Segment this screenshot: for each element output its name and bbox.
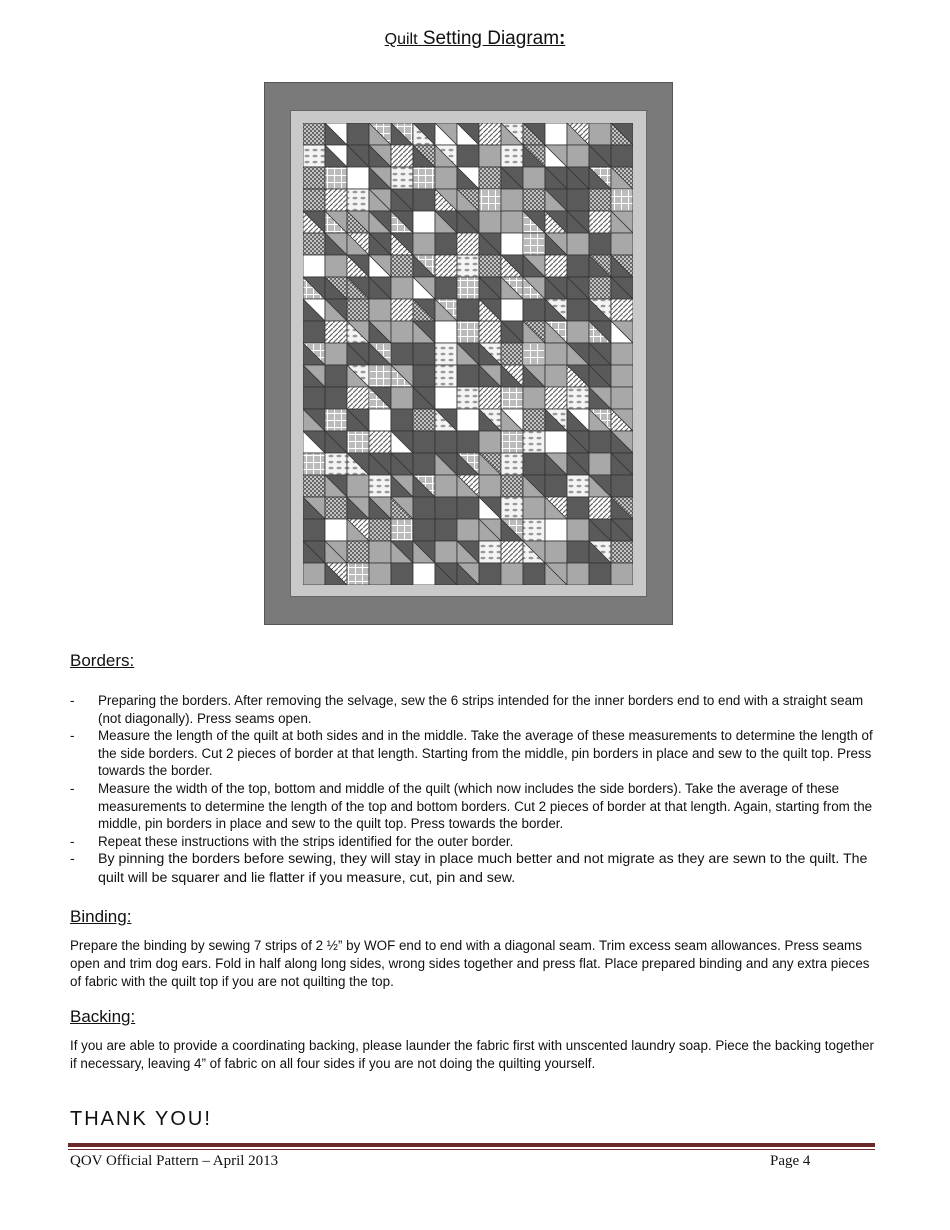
quilt-patch — [391, 343, 413, 365]
quilt-patch — [589, 123, 611, 145]
quilt-patch — [347, 387, 369, 409]
quilt-patch — [479, 189, 501, 211]
quilt-patch — [501, 189, 523, 211]
binding-heading: Binding: — [70, 907, 132, 926]
quilt-patch — [567, 519, 589, 541]
quilt-patch — [413, 189, 435, 211]
quilt-patch — [435, 255, 457, 277]
quilt-patch — [435, 167, 457, 189]
quilt-patch — [545, 343, 567, 365]
quilt-patch — [567, 497, 589, 519]
borders-item: - Repeat these instructions with the strips identified for the outer border. — [70, 833, 880, 851]
quilt-patch — [303, 145, 325, 167]
quilt-patch — [457, 145, 479, 167]
quilt-patch — [391, 255, 413, 277]
quilt-patch — [325, 453, 347, 475]
quilt-patch — [545, 365, 567, 387]
quilt-patch — [325, 167, 347, 189]
quilt-patch — [523, 431, 545, 453]
quilt-patch — [589, 277, 611, 299]
quilt-patch — [457, 255, 479, 277]
page-title — [0, 28, 950, 50]
quilt-patch — [303, 453, 325, 475]
quilt-patch — [325, 387, 347, 409]
quilt-patch — [611, 365, 633, 387]
quilt-patch — [435, 387, 457, 409]
quilt-patch — [413, 365, 435, 387]
quilt-patch — [523, 387, 545, 409]
quilt-patch — [611, 541, 633, 563]
borders-item: - Measure the width of the top, bottom and middle of the quilt (which now includes the side borders). Take the average of these measurements to determine the length of the top and bottom borders. Cut 2 pieces of border at that length. Again, starting from the middle, pin borders in place and sew to the quilt top. Press towards the border. — [70, 780, 880, 833]
quilt-patch — [523, 519, 545, 541]
quilt-patch — [435, 233, 457, 255]
quilt-patch — [435, 431, 457, 453]
quilt-patch — [303, 123, 325, 145]
quilt-patch — [303, 475, 325, 497]
quilt-patch — [567, 475, 589, 497]
quilt-patch — [303, 255, 325, 277]
quilt-patch — [347, 541, 369, 563]
quilt-patch — [501, 145, 523, 167]
quilt-patch — [611, 145, 633, 167]
quilt-patch — [501, 563, 523, 585]
quilt-patch — [325, 255, 347, 277]
quilt-patch — [567, 563, 589, 585]
quilt-patch — [589, 431, 611, 453]
quilt-patch — [545, 541, 567, 563]
quilt-patch — [523, 409, 545, 431]
title-main: Setting Diagram — [422, 28, 560, 49]
quilt-patch — [325, 519, 347, 541]
quilt-patch — [523, 299, 545, 321]
quilt-patch — [457, 365, 479, 387]
quilt-patch — [369, 365, 391, 387]
backing-heading: Backing: — [70, 1007, 136, 1026]
quilt-patch — [523, 343, 545, 365]
quilt-patch — [369, 475, 391, 497]
borders-item: - Preparing the borders. After removing the selvage, sew the 6 strips intended for the inner borders end to end with a straight seam (not diagonally). Press seams open. — [70, 692, 880, 727]
quilt-patch — [303, 321, 325, 343]
quilt-patch — [413, 167, 435, 189]
quilt-patch — [611, 233, 633, 255]
quilt-patch — [479, 255, 501, 277]
quilt-patch — [391, 563, 413, 585]
quilt-patch — [391, 167, 413, 189]
quilt-patch — [479, 211, 501, 233]
quilt-patch — [611, 299, 633, 321]
quilt-patch — [435, 475, 457, 497]
quilt-patch — [391, 299, 413, 321]
quilt-patch — [523, 233, 545, 255]
quilt-patch — [479, 321, 501, 343]
quilt-patch — [501, 431, 523, 453]
quilt-setting-diagram — [303, 123, 633, 585]
quilt-patch — [457, 299, 479, 321]
quilt-patch — [611, 189, 633, 211]
page-number: Page 4 — [770, 1153, 811, 1169]
quilt-patch — [457, 519, 479, 541]
quilt-patch — [501, 211, 523, 233]
quilt-patch — [369, 519, 391, 541]
quilt-patch — [479, 431, 501, 453]
quilt-patch — [413, 453, 435, 475]
quilt-patch — [457, 497, 479, 519]
quilt-patch — [589, 211, 611, 233]
backing-text: If you are able to provide a coordinating backing, please launder the fabric first with unscented laundry soap. Piece the backing together if necessary, leaving 4” of fabric on all four sides if you are not doing the quilting yourself. — [70, 1038, 874, 1071]
quilt-patch — [479, 563, 501, 585]
quilt-patch — [567, 189, 589, 211]
quilt-patch — [523, 563, 545, 585]
quilt-patch — [303, 189, 325, 211]
quilt-patch — [435, 519, 457, 541]
quilt-patch — [303, 167, 325, 189]
quilt-patch — [435, 321, 457, 343]
quilt-patch — [391, 519, 413, 541]
quilt-patch — [391, 145, 413, 167]
title-colon: : — [559, 28, 566, 49]
borders-item: - Measure the length of the quilt at both sides and in the middle. Take the average of these measurements to determine the length of the side borders. Cut 2 pieces of border at that length. Starting from the middle, pin borders in place and sew to the quilt top. Press towards the border. — [70, 727, 880, 780]
quilt-patch — [369, 431, 391, 453]
quilt-patch — [457, 409, 479, 431]
quilt-patch — [369, 409, 391, 431]
borders-heading: Borders: — [70, 651, 135, 670]
quilt-patch — [435, 365, 457, 387]
borders-item: - By pinning the borders before sewing, they will stay in place much better and not migrate as they are sewn to the quilt. The quilt will be squarer and lie flatter if you measure, cut, pin and sew. — [70, 850, 880, 887]
quilt-patch — [545, 255, 567, 277]
quilt-patch — [567, 145, 589, 167]
quilt-patch — [545, 475, 567, 497]
quilt-patch — [369, 299, 391, 321]
quilt-patch — [501, 453, 523, 475]
quilt-patch — [611, 563, 633, 585]
quilt-patch — [589, 563, 611, 585]
quilt-patch — [347, 299, 369, 321]
quilt-patch — [435, 343, 457, 365]
quilt-patch — [325, 189, 347, 211]
quilt-patch — [523, 497, 545, 519]
quilt-patch — [457, 233, 479, 255]
quilt-patch — [479, 123, 501, 145]
quilt-patch — [391, 409, 413, 431]
borders-list — [70, 692, 880, 887]
quilt-patch — [545, 387, 567, 409]
quilt-patch — [413, 519, 435, 541]
quilt-patch — [479, 541, 501, 563]
quilt-patch — [611, 387, 633, 409]
quilt-patch — [545, 431, 567, 453]
quilt-patch — [523, 453, 545, 475]
quilt-patch — [611, 343, 633, 365]
binding-text: Prepare the binding by sewing 7 strips of 2 ½” by WOF end to end with a diagonal seam. Trim excess seam allowances. Press seams open and trim dog ears. Fold in half along long sides, wrong sides together and press flat. Place prepared binding and any extra pieces of fabric with the quilt top if you are not quilting the top. — [70, 938, 870, 989]
quilt-patch — [413, 497, 435, 519]
quilt-patch — [589, 497, 611, 519]
footer-title: QOV Official Pattern – April 2013 — [70, 1153, 279, 1169]
quilt-patch — [413, 343, 435, 365]
quilt-patch — [567, 233, 589, 255]
quilt-patch — [501, 497, 523, 519]
quilt-patch — [325, 321, 347, 343]
quilt-patch — [567, 541, 589, 563]
quilt-patch — [347, 189, 369, 211]
quilt-patch — [567, 255, 589, 277]
thank-you: THANK YOU! — [70, 1108, 212, 1130]
title-prefix: Quilt — [384, 31, 418, 48]
quilt-patch — [501, 475, 523, 497]
quilt-patch — [347, 475, 369, 497]
quilt-patch — [523, 167, 545, 189]
quilt-patch — [479, 387, 501, 409]
quilt-patch — [347, 431, 369, 453]
quilt-patch — [413, 409, 435, 431]
quilt-patch — [567, 321, 589, 343]
footer-rule-thin — [68, 1149, 875, 1150]
quilt-patch — [501, 299, 523, 321]
quilt-patch — [457, 277, 479, 299]
quilt-patch — [589, 453, 611, 475]
quilt-patch — [413, 233, 435, 255]
quilt-patch — [501, 233, 523, 255]
quilt-patch — [391, 321, 413, 343]
quilt-patch — [479, 167, 501, 189]
quilt-patch — [545, 519, 567, 541]
quilt-patch — [567, 387, 589, 409]
quilt-patch — [479, 145, 501, 167]
quilt-patch — [589, 233, 611, 255]
quilt-patch — [435, 541, 457, 563]
quilt-patch — [347, 123, 369, 145]
quilt-patch — [413, 431, 435, 453]
quilt-patch — [347, 167, 369, 189]
quilt-patch — [369, 541, 391, 563]
quilt-patch — [303, 563, 325, 585]
quilt-patch — [347, 563, 369, 585]
quilt-patch — [457, 431, 479, 453]
quilt-patch — [501, 541, 523, 563]
quilt-patch — [303, 233, 325, 255]
quilt-patch — [611, 475, 633, 497]
quilt-patch — [325, 409, 347, 431]
quilt-patch — [325, 497, 347, 519]
quilt-patch — [413, 563, 435, 585]
quilt-patch — [479, 475, 501, 497]
quilt-patch — [391, 277, 413, 299]
quilt-patch — [413, 211, 435, 233]
quilt-patch — [303, 519, 325, 541]
quilt-outer-border — [264, 82, 673, 625]
quilt-patch — [325, 343, 347, 365]
quilt-patch — [369, 563, 391, 585]
quilt-patch — [391, 387, 413, 409]
quilt-patch — [435, 497, 457, 519]
quilt-patch — [523, 189, 545, 211]
quilt-patch — [457, 387, 479, 409]
quilt-patch — [303, 387, 325, 409]
quilt-patch — [567, 299, 589, 321]
quilt-patch — [589, 189, 611, 211]
quilt-patch — [457, 321, 479, 343]
quilt-patch — [501, 387, 523, 409]
quilt-patch — [501, 343, 523, 365]
quilt-patch — [435, 277, 457, 299]
footer-rule — [68, 1143, 875, 1147]
quilt-patch — [325, 365, 347, 387]
quilt-patch — [545, 123, 567, 145]
